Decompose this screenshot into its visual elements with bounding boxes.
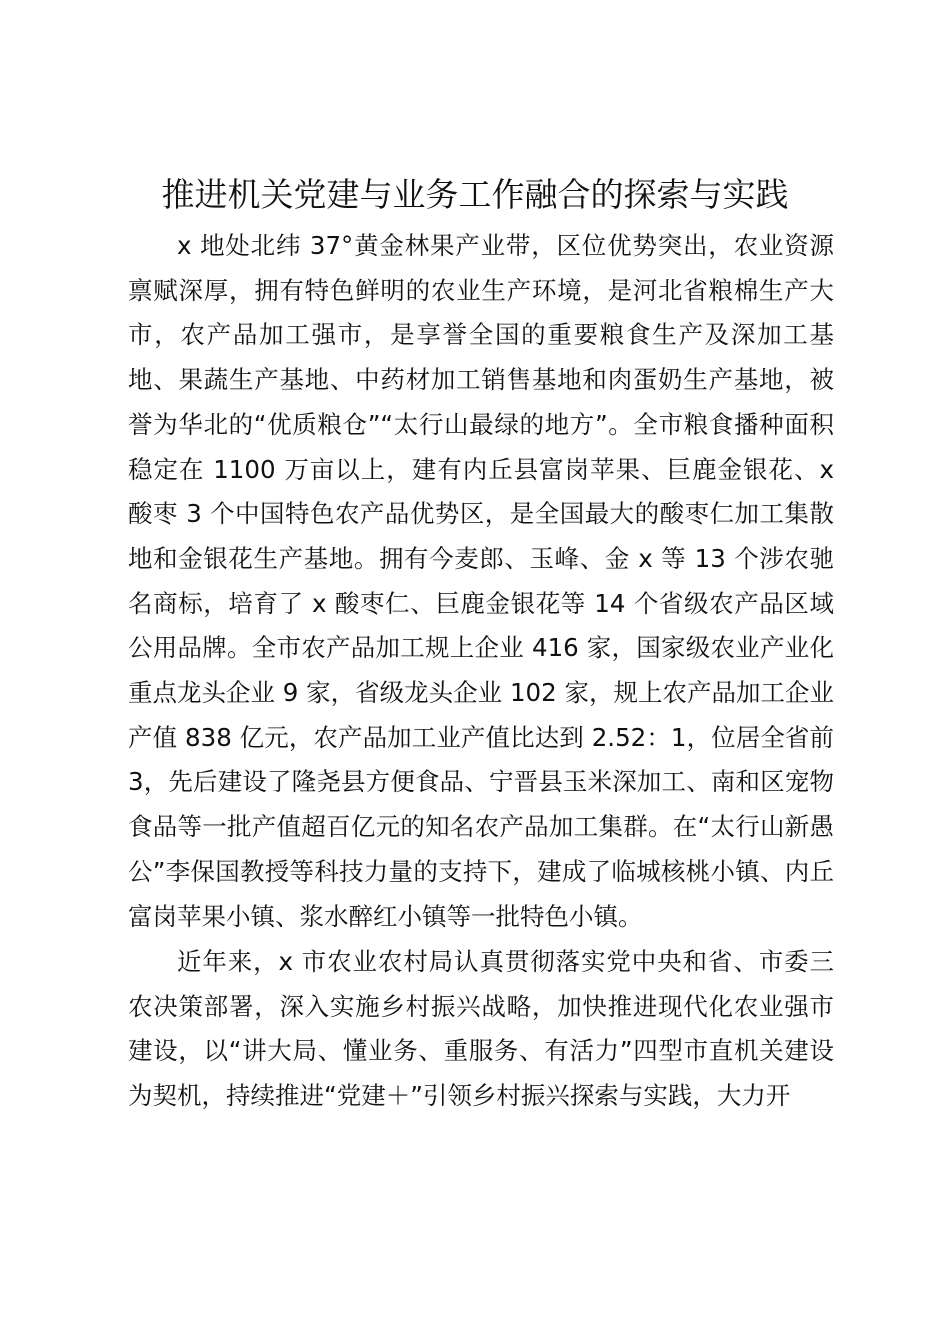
body-paragraph-2: 近年来，x 市农业农村局认真贯彻落实党中央和省、市委三农决策部署，深入实施乡村振兴战略，加快推进现代化农业强市建设，以“讲大局、懂业务、重服务、有活力”四型市直机关建设为契机，持续推进“党建＋”引领乡村振兴探索与实践，大力开 (128, 947, 834, 1111)
body-paragraph-1: x 地处北纬 37°黄金林果产业带，区位优势突出，农业资源禀赋深厚，拥有特色鲜明的农业生产环境，是河北省粮棉生产大市，农产品加工强市，是享誉全国的重要粮食生产及深加工基地、果蔬生产基地、中药材加工销售基地和肉蛋奶生产基地，被誉为华北的“优质粮仓”“太行山最绿的地方”。全市粮食播种面积稳定在 1100 万亩以上，建有内丘县富岗苹果、巨鹿金银花、x 酸枣 3 个中国特色农产品优势区，是全国最大的酸枣仁加工集散地和金银花生产基地。拥有今麦郎、玉峰、金 x 等 13 个涉农驰名商标，培育了 x 酸枣仁、巨鹿金银花等 14 个省级农产品区域公用品牌。全市农产品加工规上企业 416 家，国家级农业产业化重点龙头企业 9 家，省级龙头企业 102 家，规上农产品加工企业产值 838 亿元，农产品加工业产值比达到 2.52：1，位居全省前 3，先后建设了隆尧县方便食品、宁晋县玉米深加工、南和区宠物食品等一批产值超百亿元的知名农产品加工集群。在“太行山新愚公”李保国教授等科技力量的支持下，建成了临城核桃小镇、内丘富岗苹果小镇、浆水醉红小镇等一批特色小镇。 (128, 231, 834, 931)
document-title: 推进机关党建与业务工作融合的探索与实践 (161, 175, 789, 214)
